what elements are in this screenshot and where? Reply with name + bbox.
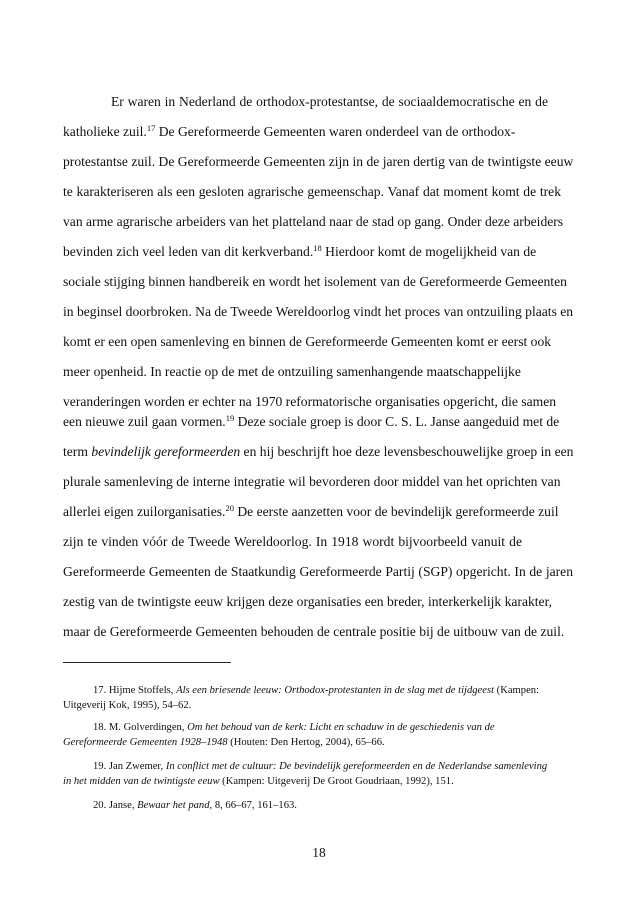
body-line: Gereformeerde Gemeenten de Staatkundig Gereformeerde Partij (SGP) opgericht. In de jaren — [63, 564, 573, 579]
body-line: veranderingen worden er echter na 1970 reformatorische organisaties opgericht, die samen — [63, 394, 557, 409]
body-line: protestantse zuil. De Gereformeerde Gemeenten zijn in de jaren dertig van de twintigste eeuw — [63, 154, 574, 169]
body-line: meer openheid. In reactie op de met de ontzuiling samenhangende maatschappelijke — [63, 364, 521, 379]
footnote-divider — [63, 662, 231, 663]
body-line: zijn te vinden vóór de Tweede Wereldoorlog. In 1918 wordt bijvoorbeeld vanuit de — [63, 534, 522, 549]
body-line: van arme agrarische arbeiders van het platteland naar de stad op gang. Onder deze arbeiders — [63, 214, 564, 229]
body-line: katholieke zuil.$^{17}$ De Gereformeerde Gemeenten waren onderdeel van de orthodox- — [63, 123, 516, 139]
footnote-18-cont: Gereformeerde Gemeenten 1928–1948 (Houten: Den Hertog, 2004), 65–66. — [63, 737, 385, 748]
body-line: komt er een open samenleving en binnen de Gereformeerde Gemeenten komt er eerst ook — [63, 334, 552, 349]
footnote-ref[interactable]: 20 — [225, 503, 234, 513]
body-line: in beginsel doorbroken. Na de Tweede Wereldoorlog vindt het proces van ontzuiling plaats en — [63, 304, 574, 319]
footnote-ref[interactable]: 18 — [313, 243, 322, 253]
body-line: maar de Gereformeerde Gemeenten behouden de centrale positie bij de uitbouw van de zuil. — [63, 624, 565, 639]
footnote-19-cont: in het midden van de twintigste eeuw (Kampen: Uitgeverij De Groot Goudriaan, 1992), 151. — [63, 776, 454, 787]
body-line: sociale stijging binnen handbereik en wordt het isolement van de Gereformeerde Gemeenten — [63, 274, 567, 289]
body-line: bevinden zich veel leden van dit kerkverband.$^{18}$ Hierdoor komt de mogelijkheid van de — [63, 243, 537, 259]
body-line: zestig van de twintigste eeuw krijgen deze organisaties een breder, interkerkelijk karakter, — [63, 594, 552, 609]
body-line: plurale samenleving de interne integratie wil bevorderen door middel van het oprichten van — [63, 474, 561, 489]
footnote-ref[interactable]: 19 — [225, 413, 235, 423]
body-line: allerlei eigen zuilorganisaties.$^{20}$ De eerste aanzetten voor de bevindelijk gereformeerde zuil — [63, 503, 559, 519]
body-line: een nieuwe zuil gaan vormen.$^{19}$ Deze sociale groep is door C. S. L. Janse aangeduid met de — [63, 413, 560, 429]
footnote-18: 18. M. Golverdingen, Om het behoud van de kerk: Licht en schaduw in de geschiedenis van de — [93, 722, 495, 733]
footnote-ref[interactable]: 17 — [146, 123, 156, 133]
footnote-20: 20. Janse, Bewaar het pand, 8, 66–67, 161–163. — [93, 800, 297, 811]
page-number: 18 — [312, 845, 326, 860]
body-line: Er waren in Nederland de orthodox-protestantse, de sociaaldemocratische en de — [111, 94, 548, 109]
footnote-19: 19. Jan Zwemer, In conflict met de cultuur: De bevindelijk gereformeerden en de Nederlandse samenleving — [93, 761, 548, 772]
footnote-17-cont: Uitgeverij Kok, 1995), 54–62. — [63, 700, 192, 711]
body-line: te karakteriseren als een gesloten agrarische gemeenschap. Vanaf dat moment komt de trek — [63, 184, 561, 199]
footnote-17: 17. Hijme Stoffels, Als een briesende leeuw: Orthodox-protestanten in de slag met de tijdgeest (Kampen: — [93, 685, 540, 696]
body-line: term bevindelijk gereformeerden en hij beschrijft hoe deze levensbeschouwelijke groep in een — [63, 444, 574, 459]
